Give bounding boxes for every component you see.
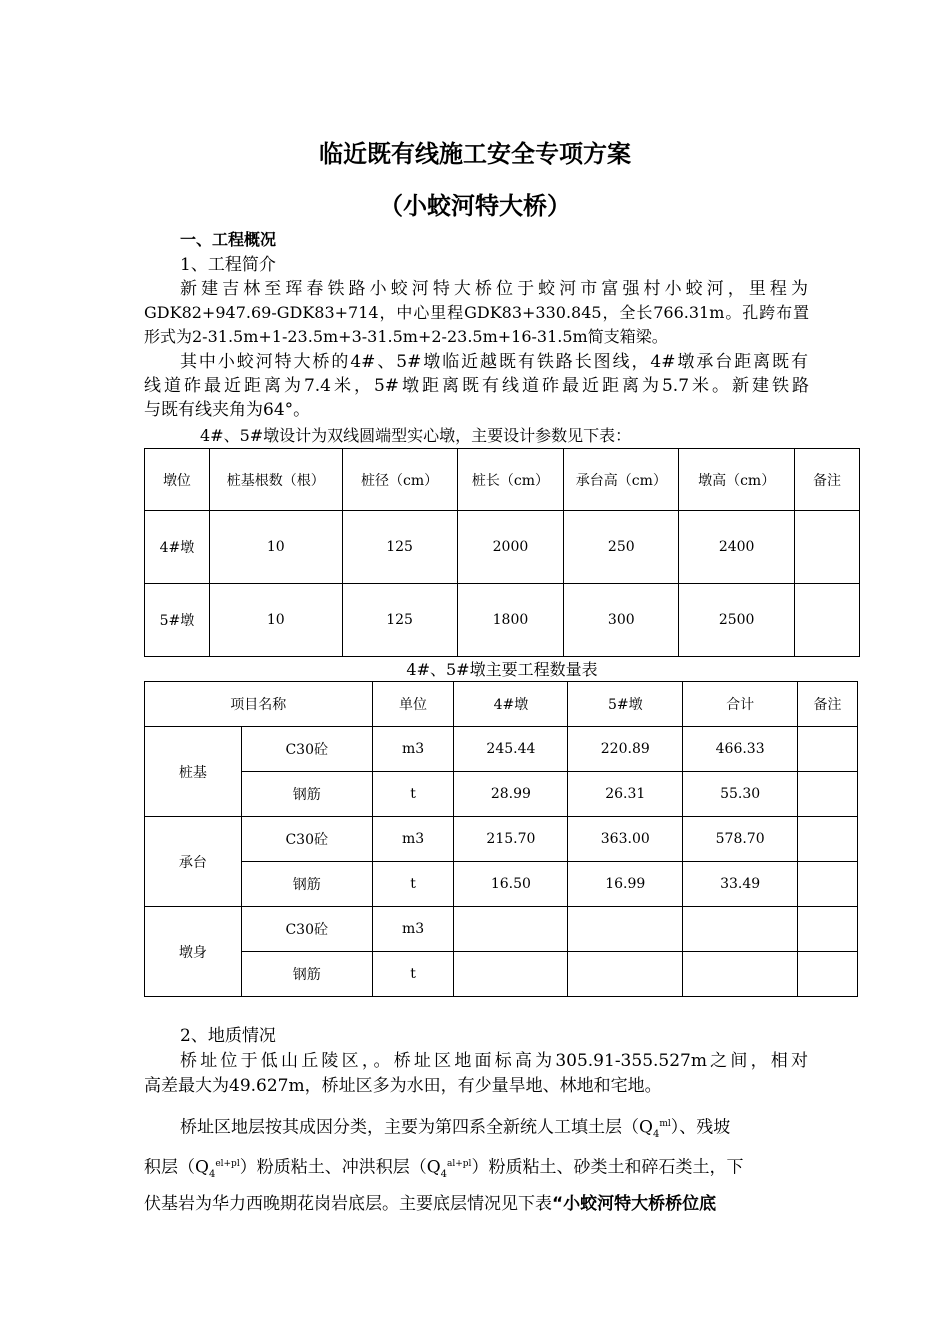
table-row <box>145 862 858 907</box>
section-heading-overview: 一、工程概况 <box>180 230 277 249</box>
table-cell <box>798 817 858 862</box>
table-header-row <box>145 682 858 727</box>
subscript: 4 <box>208 1169 216 1181</box>
table-header-cell: 承台高（cm） <box>564 449 679 511</box>
table-cell: 300 <box>564 584 679 657</box>
design-parameters-table <box>144 448 860 657</box>
table-cell <box>683 907 798 952</box>
superscript: el+pl <box>215 1159 240 1169</box>
quantities-table <box>144 681 858 997</box>
group-label: 墩身 <box>145 907 242 997</box>
table-header-cell: 4#墩 <box>454 682 568 727</box>
table-cell: t <box>372 862 454 907</box>
paragraph-line <box>180 1112 845 1147</box>
table-cell: 钢筋 <box>241 862 372 907</box>
table2-caption: 4#、5#墩主要工程数量表 <box>406 660 598 679</box>
document-title: 临近既有线施工安全专项方案 <box>319 140 631 168</box>
table-row <box>145 817 858 862</box>
table-cell <box>568 952 683 997</box>
table-cell: m3 <box>372 817 454 862</box>
table-cell <box>568 907 683 952</box>
table-cell: 2500 <box>679 584 795 657</box>
table-header-cell: 项目名称 <box>145 682 373 727</box>
table-cell: 466.33 <box>683 727 798 772</box>
table-row <box>145 907 858 952</box>
table-header-row <box>145 449 860 511</box>
table-cell: 55.30 <box>683 772 798 817</box>
paragraph-line: 其中小蛟河特大桥的4#、5#墩临近越既有铁路长图线，4#墩承台距离既有 <box>180 352 808 372</box>
text-run: ）、残坡 <box>670 1117 731 1138</box>
table-header-cell: 墩高（cm） <box>679 449 795 511</box>
paragraph-line: 新建吉林至珲春铁路小蛟河特大桥位于蛟河市富强村小蛟河，里程为 <box>180 279 808 299</box>
table-cell: C30砼 <box>241 817 372 862</box>
table-cell: 2400 <box>679 511 795 584</box>
table-cell: m3 <box>372 727 454 772</box>
subsection-heading-geology: 2、地质情况 <box>180 1026 276 1046</box>
group-label: 桩基 <box>145 727 242 817</box>
table-cell: 578.70 <box>683 817 798 862</box>
table-row <box>145 584 860 657</box>
table-cell: 33.49 <box>683 862 798 907</box>
table-cell: 钢筋 <box>241 772 372 817</box>
table-cell: 4#墩 <box>145 511 210 584</box>
table-cell: 5#墩 <box>145 584 210 657</box>
subsection-heading-intro: 1、工程简介 <box>180 255 276 275</box>
text-run: ）粉质粘土、冲洪积层（Q <box>239 1157 441 1178</box>
table-cell: m3 <box>372 907 454 952</box>
superscript: al+pl <box>447 1159 472 1169</box>
table-cell: t <box>372 772 454 817</box>
paragraph-line <box>144 1152 809 1187</box>
table-cell: 215.70 <box>454 817 568 862</box>
superscript: ml <box>659 1119 671 1129</box>
table-cell <box>798 862 858 907</box>
table-cell: 16.99 <box>568 862 683 907</box>
table-cell: 245.44 <box>454 727 568 772</box>
table-cell <box>798 907 858 952</box>
table-row <box>145 511 860 584</box>
table-header-cell: 单位 <box>372 682 454 727</box>
table-cell: 363.00 <box>568 817 683 862</box>
table-header-cell: 合计 <box>683 682 798 727</box>
table-cell <box>798 772 858 817</box>
table-cell <box>454 907 568 952</box>
paragraph-line: GDK82+947.69-GDK83+714，中心里程GDK83+330.845，全长766.31m。孔跨布置 <box>144 303 809 322</box>
table-row <box>145 772 858 817</box>
table-cell <box>795 584 860 657</box>
table-cell <box>454 952 568 997</box>
paragraph-line: 形式为2-31.5m+1-23.5m+3-31.5m+2-23.5m+16-31.5m简支箱梁。 <box>144 327 668 346</box>
table-cell <box>798 952 858 997</box>
table-header-cell: 桩径（cm） <box>342 449 457 511</box>
text-run: 积层（Q <box>144 1157 209 1178</box>
table-cell: 220.89 <box>568 727 683 772</box>
table-cell: C30砼 <box>241 907 372 952</box>
table-cell <box>798 727 858 772</box>
table-header-cell: 备注 <box>795 449 860 511</box>
paragraph-line: 桥址位于低山丘陵区，。桥址区地面标高为305.91-355.527m之间，相对 <box>180 1051 808 1071</box>
bold-text-run: “小蛟河特大桥桥位底 <box>552 1194 717 1214</box>
paragraph-line: 线道砟最近距离为7.4米，5#墩距离既有线道砟最近距离为5.7米。新建铁路 <box>144 376 809 396</box>
group-label: 承台 <box>145 817 242 907</box>
table-cell: 16.50 <box>454 862 568 907</box>
table-cell: t <box>372 952 454 997</box>
table-cell: C30砼 <box>241 727 372 772</box>
table-cell: 10 <box>209 511 342 584</box>
table-cell: 125 <box>342 511 457 584</box>
table-header-cell: 墩位 <box>145 449 210 511</box>
text-run: ）粉质粘土、砂类土和碎石类土，下 <box>471 1157 744 1178</box>
table-cell: 2000 <box>457 511 564 584</box>
table-cell: 250 <box>564 511 679 584</box>
text-run: 桥址区地层按其成因分类，主要为第四系全新统人工填土层（Q <box>180 1117 653 1138</box>
subscript: 4 <box>440 1169 448 1181</box>
table-cell <box>795 511 860 584</box>
table-cell: 28.99 <box>454 772 568 817</box>
table-cell: 26.31 <box>568 772 683 817</box>
table-header-cell: 桩长（cm） <box>457 449 564 511</box>
table-row <box>145 727 858 772</box>
paragraph-line: 与既有线夹角为64°。 <box>144 400 311 420</box>
text-run: 伏基岩为华力西晚期花岗岩底层。主要底层情况见下表 <box>144 1194 552 1214</box>
table-header-cell: 备注 <box>798 682 858 727</box>
table-cell: 10 <box>209 584 342 657</box>
table-header-cell: 5#墩 <box>568 682 683 727</box>
table-cell: 125 <box>342 584 457 657</box>
table1-caption: 4#、5#墩设计为双线圆端型实心墩，主要设计参数见下表： <box>200 426 632 445</box>
table-row <box>145 952 858 997</box>
table-cell: 钢筋 <box>241 952 372 997</box>
table-cell: 1800 <box>457 584 564 657</box>
subscript: 4 <box>652 1129 660 1141</box>
paragraph-line <box>144 1192 809 1216</box>
table-header-cell: 桩基根数（根） <box>209 449 342 511</box>
table-cell <box>683 952 798 997</box>
document-subtitle: （小蛟河特大桥） <box>379 192 571 220</box>
paragraph-line: 高差最大为49.627m，桥址区多为水田，有少量旱地、林地和宅地。 <box>144 1076 662 1096</box>
